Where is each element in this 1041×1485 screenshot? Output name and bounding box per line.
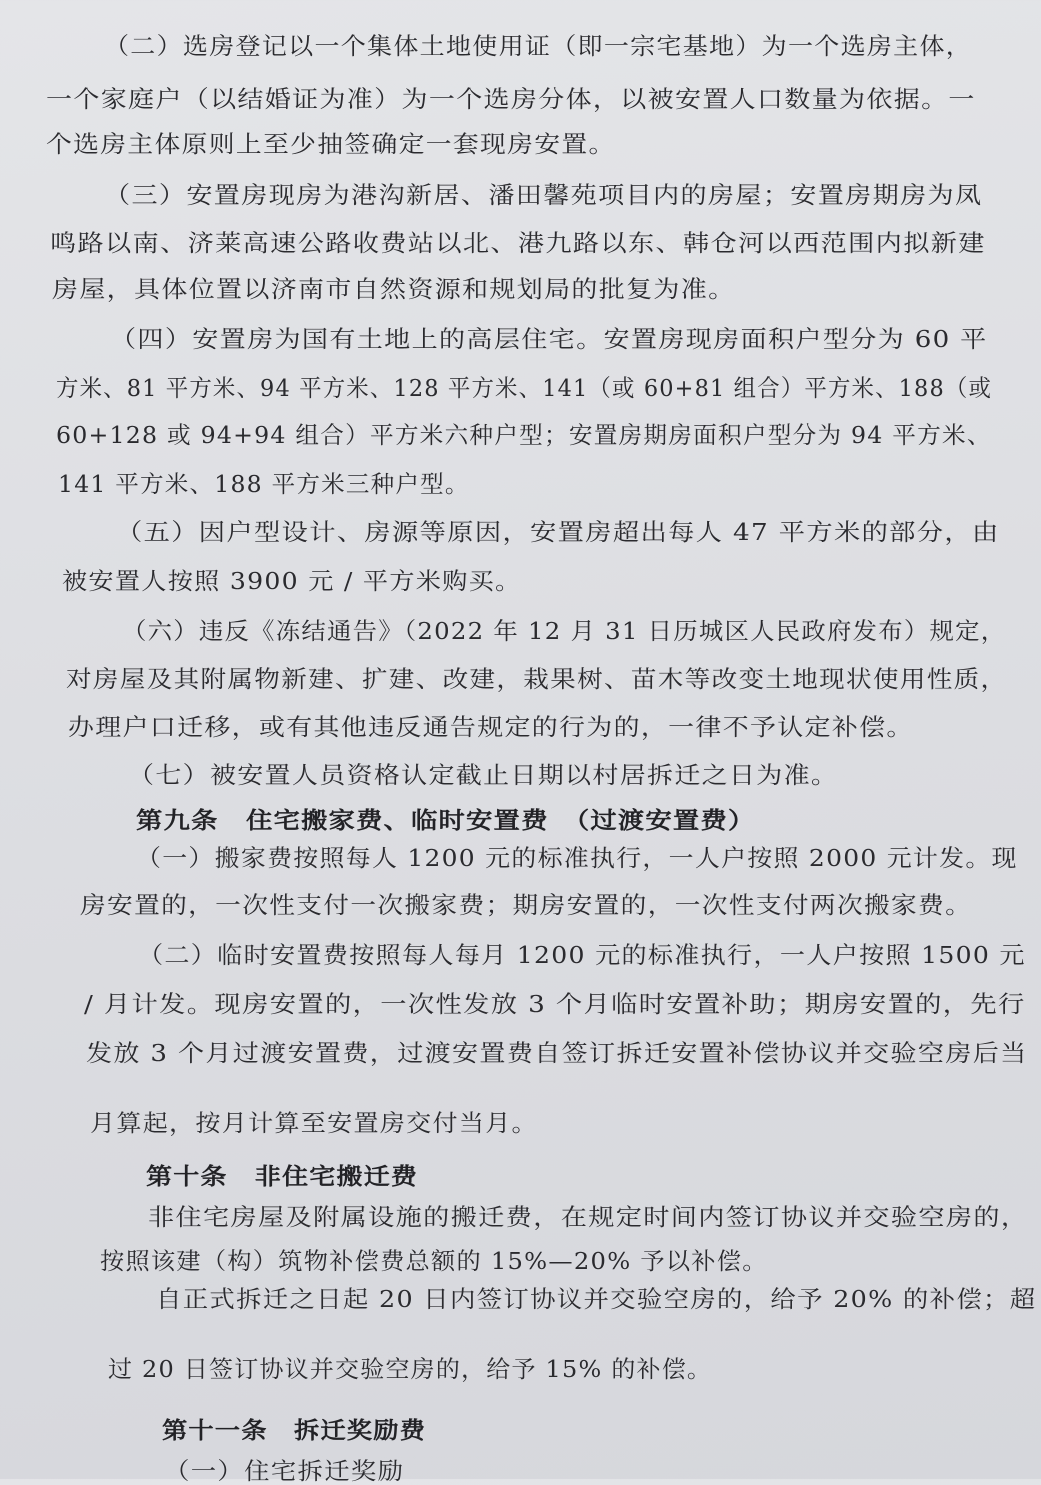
- para-6-line-2: 对房屋及其附属物新建、扩建、改建，栽果树、苗木等改变土地现状使用性质，: [66, 665, 1008, 693]
- para-3-line-1: （三）安置房现房为港沟新居、潘田馨苑项目内的房屋；安置房期房为凤: [104, 181, 983, 209]
- article-11-para-1-line-1: （一）住宅拆迁奖励: [164, 1457, 405, 1485]
- para-6-line-3: 办理户口迁移，或有其他违反通告规定的行为的，一律不予认定补偿。: [68, 713, 914, 741]
- article-10-para-1-line-2: 按照该建（构）筑物补偿费总额的 15%—20% 予以补偿。: [100, 1247, 768, 1275]
- para-6-line-1: （六）违反《冻结通告》（2022 年 12 月 31 日历城区人民政府发布）规定，: [122, 617, 1007, 645]
- article-11-heading: 第十一条 拆迁奖励费: [162, 1418, 426, 1444]
- para-4-line-4: 141 平方米、188 平方米三种户型。: [58, 470, 470, 498]
- para-5-line-1: （五）因户型设计、房源等原因，安置房超出每人 47 平方米的部分，由: [116, 518, 1000, 546]
- article-9-para-2-line-4: 月算起，按月计算至安置房交付当月。: [90, 1109, 538, 1137]
- para-3-line-2: 鸣路以南、济莱高速公路收费站以北、港九路以东、韩仓河以西范围内拟新建: [50, 229, 986, 257]
- article-9-para-1-line-1: （一）搬家费按照每人 1200 元的标准执行，一人户按照 2000 元计发。现: [136, 844, 1018, 872]
- para-4-line-1: （四）安置房为国有土地上的高层住宅。安置房现房面积户型分为 60 平: [110, 325, 988, 353]
- article-9-heading: 第九条 住宅搬家费、临时安置费 （过渡安置费）: [136, 808, 756, 834]
- para-4-line-3: 60+128 或 94+94 组合）平方米六种户型；安置房期房面积户型分为 94 平方米、: [56, 421, 992, 449]
- article-9-para-1-line-2: 房安置的，一次性支付一次搬家费；期房安置的，一次性支付两次搬家费。: [80, 891, 973, 919]
- para-3-line-3: 房屋，具体位置以济南市自然资源和规划局的批复为准。: [52, 275, 736, 303]
- article-9-para-2-line-2: / 月计发。现房安置的，一次性发放 3 个月临时安置补助；期房安置的，先行: [84, 990, 1026, 1018]
- article-10-para-2-line-2: 过 20 日签订协议并交验空房的，给予 15% 的补偿。: [108, 1355, 713, 1383]
- article-9-para-2-line-3: 发放 3 个月过渡安置费，过渡安置费自签订拆迁安置补偿协议并交验空房后当: [86, 1039, 1028, 1067]
- para-7-line-1: （七）被安置人员资格认定截止日期以村居拆迁之日为准。: [128, 761, 839, 789]
- para-2-line-3: 个选房主体原则上至少抽签确定一套现房安置。: [46, 130, 616, 158]
- article-10-para-1-line-1: 非住宅房屋及附属设施的搬迁费，在规定时间内签订协议并交验空房的，: [148, 1203, 1029, 1231]
- para-5-line-2: 被安置人按照 3900 元 / 平方米购买。: [62, 567, 522, 595]
- article-10-para-2-line-1: 自正式拆迁之日起 20 日内签订协议并交验空房的，给予 20% 的补偿；超: [156, 1285, 1037, 1313]
- para-4-line-2: 方米、81 平方米、94 平方米、128 平方米、141（或 60+81 组合）平方米、188（或: [56, 374, 993, 402]
- para-2-line-1: （二）选房登记以一个集体土地使用证（即一宗宅基地）为一个选房主体，: [104, 32, 973, 60]
- para-2-line-2: 一个家庭户（以结婚证为准）为一个选房分体，以被安置人口数量为依据。一: [46, 85, 976, 113]
- article-9-para-2-line-1: （二）临时安置费按照每人每月 1200 元的标准执行，一人户按照 1500 元: [138, 941, 1026, 969]
- article-10-heading: 第十条 非住宅搬迁费: [146, 1164, 418, 1190]
